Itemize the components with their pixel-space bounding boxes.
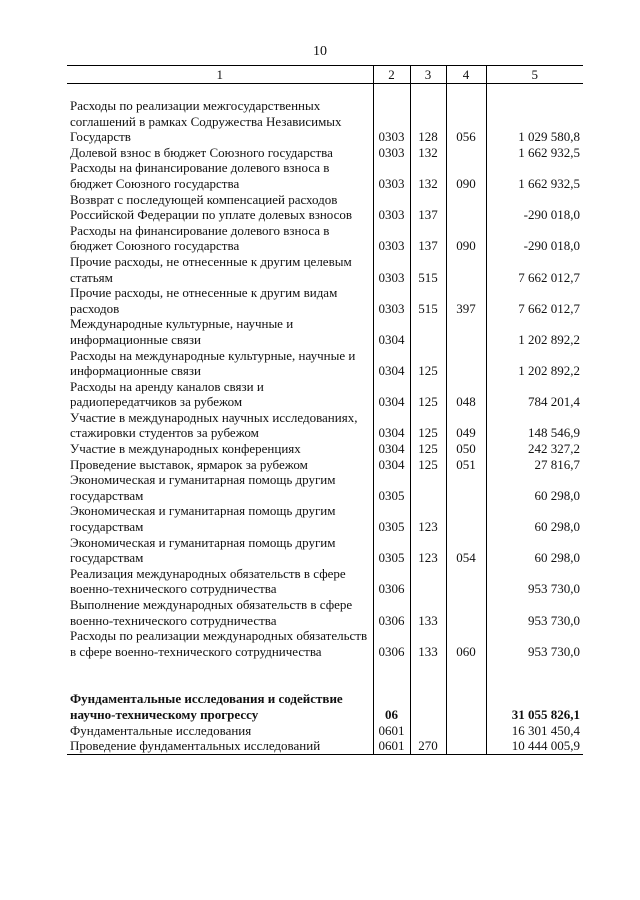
row-expense-type-code: 051 xyxy=(446,457,486,473)
row-expense-type-code xyxy=(446,723,486,739)
row-target-code: 270 xyxy=(410,738,446,754)
row-description: Экономическая и гуманитарная помощь другим государствам xyxy=(70,503,336,535)
row-amount: 953 730,0 xyxy=(486,597,583,628)
row-target-code: 128 xyxy=(410,98,446,145)
row-target-code: 132 xyxy=(410,145,446,161)
column-header-5: 5 xyxy=(486,66,583,84)
row-amount: 31 055 826,1 xyxy=(486,691,583,722)
row-expense-type-code: 056 xyxy=(446,98,486,145)
row-expense-type-code: 049 xyxy=(446,410,486,441)
spacer-row xyxy=(67,659,583,691)
row-target-code: 125 xyxy=(410,379,446,410)
row-amount: 60 298,0 xyxy=(486,503,583,534)
row-expense-type-code xyxy=(446,597,486,628)
row-description: Экономическая и гуманитарная помощь другим государствам xyxy=(70,472,336,503)
row-amount: 10 444 005,9 xyxy=(486,738,583,754)
table-row xyxy=(67,379,583,410)
row-amount: 7 662 012,7 xyxy=(486,254,583,285)
row-amount: 60 298,0 xyxy=(486,472,583,503)
row-section-code: 0306 xyxy=(373,566,410,597)
row-description: Расходы на финансирование долевого взноса в бюджет Союзного государства xyxy=(70,222,330,254)
row-amount: 1 202 892,2 xyxy=(486,316,583,347)
row-amount: 1 029 580,8 xyxy=(486,98,583,145)
row-amount: 7 662 012,7 xyxy=(486,285,583,316)
row-expense-type-code xyxy=(446,472,486,503)
table-row xyxy=(67,192,583,223)
row-description: Реализация международных обязательств в сфере военно-технического сотрудничества xyxy=(70,565,346,597)
row-target-code: 133 xyxy=(410,597,446,628)
row-section-code: 0601 xyxy=(373,738,410,754)
table-row xyxy=(67,738,583,754)
row-section-code: 0304 xyxy=(373,410,410,441)
table-row xyxy=(67,160,583,191)
table-row xyxy=(67,457,583,473)
table-row xyxy=(67,472,583,503)
row-description: Прочие расходы, не отнесенные к другим видам расходов xyxy=(70,285,338,316)
row-amount: 148 546,9 xyxy=(486,410,583,441)
row-target-code: 137 xyxy=(410,192,446,223)
table-row xyxy=(67,98,583,145)
row-section-code: 0304 xyxy=(373,316,410,347)
row-expense-type-code xyxy=(446,691,486,722)
row-description: Фундаментальные исследования и содействие научно-техническому прогрессу xyxy=(70,691,343,722)
table-row xyxy=(67,535,583,566)
column-header-3: 3 xyxy=(410,66,446,84)
row-amount: 1 662 932,5 xyxy=(486,160,583,191)
row-description: Проведение выставок, ярмарок за рубежом xyxy=(70,456,308,472)
row-expense-type-code xyxy=(446,503,486,534)
row-target-code: 123 xyxy=(410,503,446,534)
row-target-code: 133 xyxy=(410,628,446,659)
row-description: Проведение фундаментальных исследований xyxy=(67,738,373,754)
budget-table xyxy=(67,65,583,755)
row-description: Возврат с последующей компенсацией расходов Российской Федерации по уплате долевых взносов xyxy=(70,191,353,223)
row-target-code: 123 xyxy=(410,535,446,566)
row-description: Участие в международных конференциях xyxy=(70,441,301,457)
row-description: Выполнение международных обязательств в сфере военно-технического сотрудничества xyxy=(70,597,353,628)
table-row xyxy=(67,145,583,161)
table-row xyxy=(67,223,583,254)
row-amount: 1 662 932,5 xyxy=(486,145,583,161)
row-description: Фундаментальные исследования xyxy=(70,722,252,738)
row-section-code: 0305 xyxy=(373,472,410,503)
table-row xyxy=(67,316,583,347)
row-expense-type-code: 054 xyxy=(446,535,486,566)
page-number: 10 xyxy=(313,44,327,59)
row-description: Расходы на международные культурные, научные и информационные связи xyxy=(70,347,356,379)
row-target-code xyxy=(410,723,446,739)
row-description: Расходы на финансирование долевого взноса в бюджет Союзного государства xyxy=(70,160,330,191)
row-amount: 27 816,7 xyxy=(486,457,583,473)
row-amount: 16 301 450,4 xyxy=(486,723,583,739)
row-expense-type-code: 397 xyxy=(446,285,486,316)
row-target-code xyxy=(410,316,446,347)
row-description: Экономическая и гуманитарная помощь другим государствам xyxy=(70,534,336,566)
row-section-code: 0303 xyxy=(373,223,410,254)
row-target-code: 125 xyxy=(410,441,446,457)
row-expense-type-code: 048 xyxy=(446,379,486,410)
row-section-code: 0306 xyxy=(373,597,410,628)
row-amount: 242 327,2 xyxy=(486,441,583,457)
row-section-code: 06 xyxy=(373,691,410,722)
spacer-row xyxy=(67,84,583,99)
column-header-1: 1 xyxy=(67,66,373,84)
table-row xyxy=(67,597,583,628)
table-row xyxy=(67,628,583,659)
table-row xyxy=(67,410,583,441)
row-target-code: 137 xyxy=(410,223,446,254)
row-section-code: 0303 xyxy=(373,254,410,285)
table-row xyxy=(67,285,583,316)
row-description: Расходы по реализации межгосударственных соглашений в рамках Содружества Независимых Государств xyxy=(70,98,342,145)
table-row xyxy=(67,254,583,285)
row-target-code xyxy=(410,472,446,503)
table-row xyxy=(67,348,583,379)
row-target-code: 125 xyxy=(410,410,446,441)
row-expense-type-code xyxy=(446,145,486,161)
row-expense-type-code: 090 xyxy=(446,160,486,191)
row-section-code: 0305 xyxy=(373,503,410,534)
row-section-code: 0305 xyxy=(373,535,410,566)
row-section-code: 0303 xyxy=(373,98,410,145)
row-target-code xyxy=(410,566,446,597)
row-expense-type-code: 060 xyxy=(446,628,486,659)
row-amount: -290 018,0 xyxy=(486,192,583,223)
row-amount: 953 730,0 xyxy=(486,628,583,659)
row-target-code: 132 xyxy=(410,160,446,191)
table-row xyxy=(67,503,583,534)
row-section-code: 0601 xyxy=(373,723,410,739)
row-expense-type-code xyxy=(446,348,486,379)
table-row xyxy=(67,723,583,739)
row-expense-type-code: 090 xyxy=(446,223,486,254)
row-section-code: 0304 xyxy=(373,348,410,379)
row-amount: -290 018,0 xyxy=(486,223,583,254)
row-description: Участие в международных научных исследованиях, стажировки студентов за рубежом xyxy=(70,409,358,441)
row-section-code: 0303 xyxy=(373,145,410,161)
row-expense-type-code xyxy=(446,566,486,597)
row-expense-type-code xyxy=(446,316,486,347)
table-row xyxy=(67,566,583,597)
row-description: Международные культурные, научные и информационные связи xyxy=(70,316,294,347)
table-row xyxy=(67,691,583,722)
row-description: Расходы по реализации международных обязательств в сфере военно-технического сотрудничества xyxy=(70,628,368,659)
column-header-2: 2 xyxy=(373,66,410,84)
row-expense-type-code xyxy=(446,738,486,754)
row-amount: 784 201,4 xyxy=(486,379,583,410)
row-expense-type-code: 050 xyxy=(446,441,486,457)
row-target-code: 515 xyxy=(410,254,446,285)
row-section-code: 0306 xyxy=(373,628,410,659)
column-header-4: 4 xyxy=(446,66,486,84)
row-expense-type-code xyxy=(446,192,486,223)
row-description: Расходы на аренду каналов связи и радиопередатчиков за рубежом xyxy=(70,378,264,410)
table-header-row xyxy=(67,66,583,84)
row-expense-type-code xyxy=(446,254,486,285)
row-description: Прочие расходы, не отнесенные к другим целевым статьям xyxy=(70,253,352,285)
row-section-code: 0303 xyxy=(373,192,410,223)
row-target-code: 125 xyxy=(410,348,446,379)
row-amount: 1 202 892,2 xyxy=(486,348,583,379)
row-target-code xyxy=(410,691,446,722)
row-amount: 953 730,0 xyxy=(486,566,583,597)
row-target-code: 515 xyxy=(410,285,446,316)
row-section-code: 0303 xyxy=(373,285,410,316)
table-body xyxy=(67,84,583,755)
row-amount: 60 298,0 xyxy=(486,535,583,566)
row-description: Долевой взнос в бюджет Союзного государства xyxy=(70,144,333,160)
row-section-code: 0304 xyxy=(373,457,410,473)
row-section-code: 0303 xyxy=(373,160,410,191)
table-row xyxy=(67,441,583,457)
row-section-code: 0304 xyxy=(373,441,410,457)
row-target-code: 125 xyxy=(410,457,446,473)
row-section-code: 0304 xyxy=(373,379,410,410)
